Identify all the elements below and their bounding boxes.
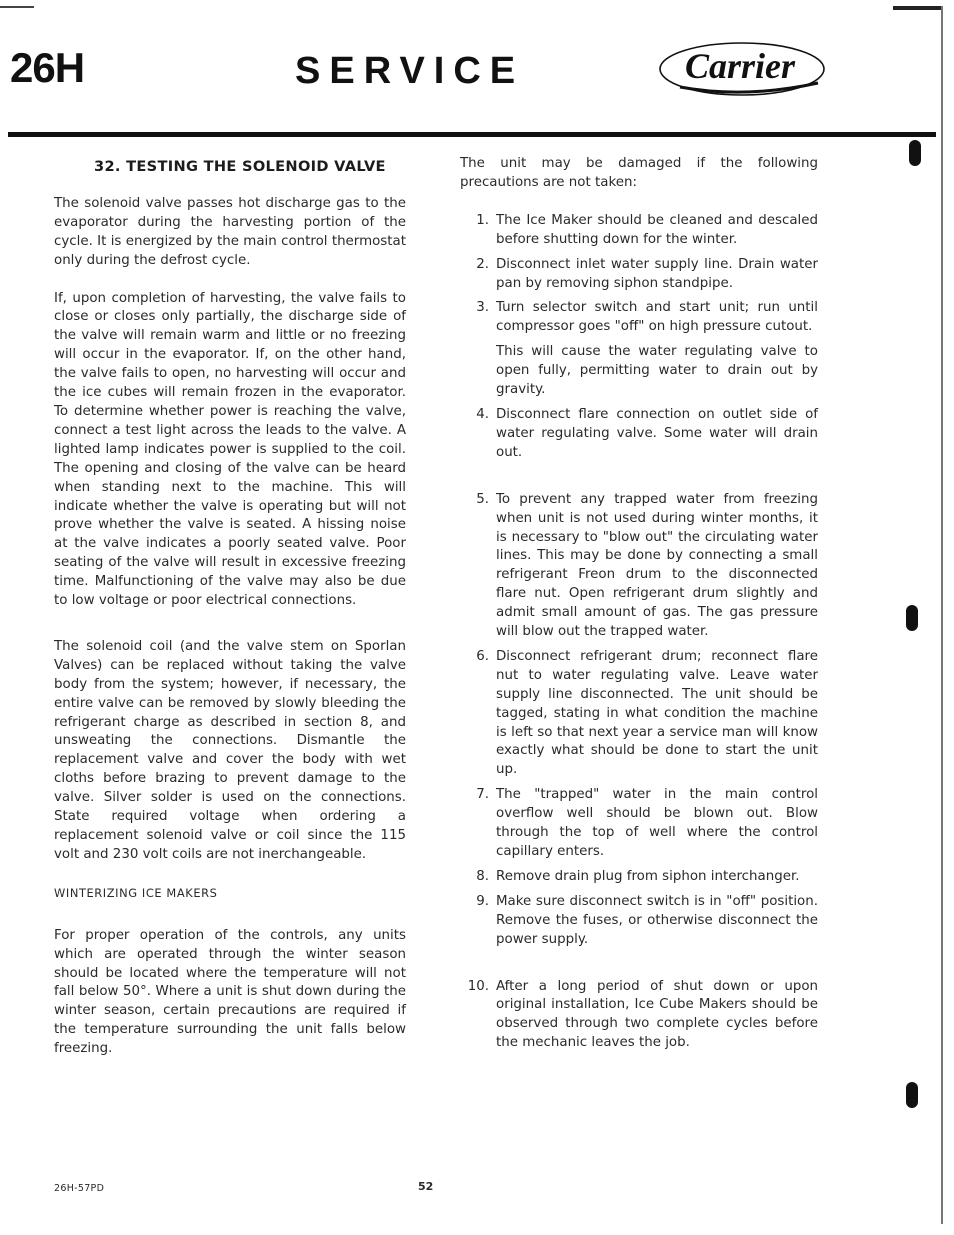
paragraph: The solenoid valve passes hot discharge gas to the evaporator during the harvesting portion of the cycle. It is energized by the main control thermostat only during the defrost cycle.	[54, 195, 406, 268]
carrier-logo	[650, 37, 830, 109]
paragraph: The solenoid coil (and the valve stem on Sporlan Valves) can be replaced without taking the valve body from the system; however, if necessary, the entire valve can be removed by slowly bleeding the refrigerant charge as described in section 8, and unsweating the connections. Dismantle the replacement valve and cover the body with wet cloths before brazing to prevent damage to the valve. Silver solder is used on the connections. State required voltage when ordering a replacement solenoid valve or coil since the 115 volt and 230 volt coils are not inerchangeable.	[54, 638, 406, 862]
logo-text: Carrier	[684, 46, 796, 86]
list-number: 5.	[476, 491, 489, 507]
list-item	[460, 299, 818, 400]
list-text: The "trapped" water in the main control overflow well should be blown out. Blow through the top of well where the control capillary enters.	[496, 787, 818, 859]
binder-hole	[906, 605, 918, 631]
list-item	[460, 868, 818, 887]
paragraph: For proper operation of the controls, any units which are operated through the winter season should be located where the temperature will not fall below 50°. Where a unit is shut down during the winter season, certain precautions are required if the temperature surrounding the unit falls below freezing.	[54, 927, 406, 1057]
page-edge	[941, 6, 943, 1224]
model-number: 26H	[10, 44, 85, 91]
list-text: Remove drain plug from siphon interchanger.	[496, 868, 800, 884]
subheading: WINTERIZING ICE MAKERS	[54, 885, 218, 900]
list-number: 2.	[476, 256, 489, 272]
list-text: Disconnect inlet water supply line. Drain water pan by removing siphon standpipe.	[496, 256, 818, 291]
page-title: SERVICE	[295, 50, 525, 92]
scan-corner-mark	[893, 6, 943, 10]
list-number: 1.	[476, 212, 489, 228]
paragraph: If, upon completion of harvesting, the valve fails to close or closes only partially, the discharge side of the valve will remain warm and little or no freezing will occur in the evaporator. If, on the other hand, the valve fails to open, no harvesting will occur and the ice cubes will remain frozen in the evaporator. To determine whether power is reaching the valve, connect a test light across the leads to the valve. A lighted lamp indicates power is supplied to the coil. The opening and closing of the valve can be heard when standing next to the machine. This will indicate whether the valve is operating but will not prove whether the valve is seated. A hissing noise at the valve indicates a poorly seated valve. Poor seating of the valve will result in excessive freezing time. Malfunctioning of the valve may also be due to low voltage or poor electrical connections.	[54, 290, 406, 609]
list-number: 10.	[467, 978, 489, 994]
document-code: 26H-57PD	[54, 1183, 105, 1194]
list-item	[460, 256, 818, 294]
binder-hole	[909, 140, 921, 166]
list-item	[460, 978, 818, 1054]
list-item	[460, 893, 818, 950]
header-rule	[8, 132, 936, 137]
list-number: 9.	[476, 893, 489, 909]
list-text: Disconnect refrigerant drum; reconnect flare nut to water regulating valve. Leave water supply line disconnected. The unit should be tagged, stating in what condition the machine is left so that next year a service man will know exactly what should be done to start the unit up.	[496, 648, 818, 778]
list-text: Make sure disconnect switch is in "off" position. Remove the fuses, or otherwise disconnect the power supply.	[496, 893, 818, 947]
list-text: Disconnect flare connection on outlet side of water regulating valve. Some water will drain out.	[496, 406, 818, 460]
list-body	[496, 299, 818, 400]
scan-corner-mark	[0, 6, 34, 8]
list-number: 6.	[476, 648, 489, 664]
list-item	[460, 786, 818, 862]
list-text: To prevent any trapped water from freezing when unit is not used during winter months, it is necessary to "blow out" the circulating water lines. This may be done by connecting a small refrigerant Freon drum to the disconnected flare nut. Open refrigerant drum slightly and admit small amount of gas. The gas pressure will blow out the trapped water.	[496, 491, 818, 640]
left-column	[54, 155, 406, 1078]
list-subtext: This will cause the water regulating valve to open fully, permitting water to drain out by gravity.	[496, 344, 818, 398]
list-number: 3.	[476, 300, 489, 316]
list-number: 4.	[476, 406, 489, 422]
list-item	[460, 491, 818, 642]
precaution-list	[460, 212, 818, 1053]
list-number: 8.	[476, 868, 489, 884]
binder-hole	[906, 1082, 918, 1108]
list-text: Turn selector switch and start unit; run until compressor goes "off" on high pressure cutout.	[496, 300, 818, 335]
intro-paragraph: The unit may be damaged if the following precautions are not taken:	[460, 156, 818, 190]
list-item	[460, 406, 818, 463]
list-item	[460, 648, 818, 780]
list-text: After a long period of shut down or upon original installation, Ice Cube Makers should be observed through two complete cycles before the mechanic leaves the job.	[496, 978, 818, 1051]
list-item	[460, 212, 818, 250]
right-column	[460, 155, 818, 1059]
page-number: 52	[418, 1180, 434, 1193]
section-heading: 32. TESTING THE SOLENOID VALVE	[94, 158, 386, 175]
list-number: 7.	[476, 787, 489, 803]
list-text: The Ice Maker should be cleaned and descaled before shutting down for the winter.	[496, 212, 818, 247]
